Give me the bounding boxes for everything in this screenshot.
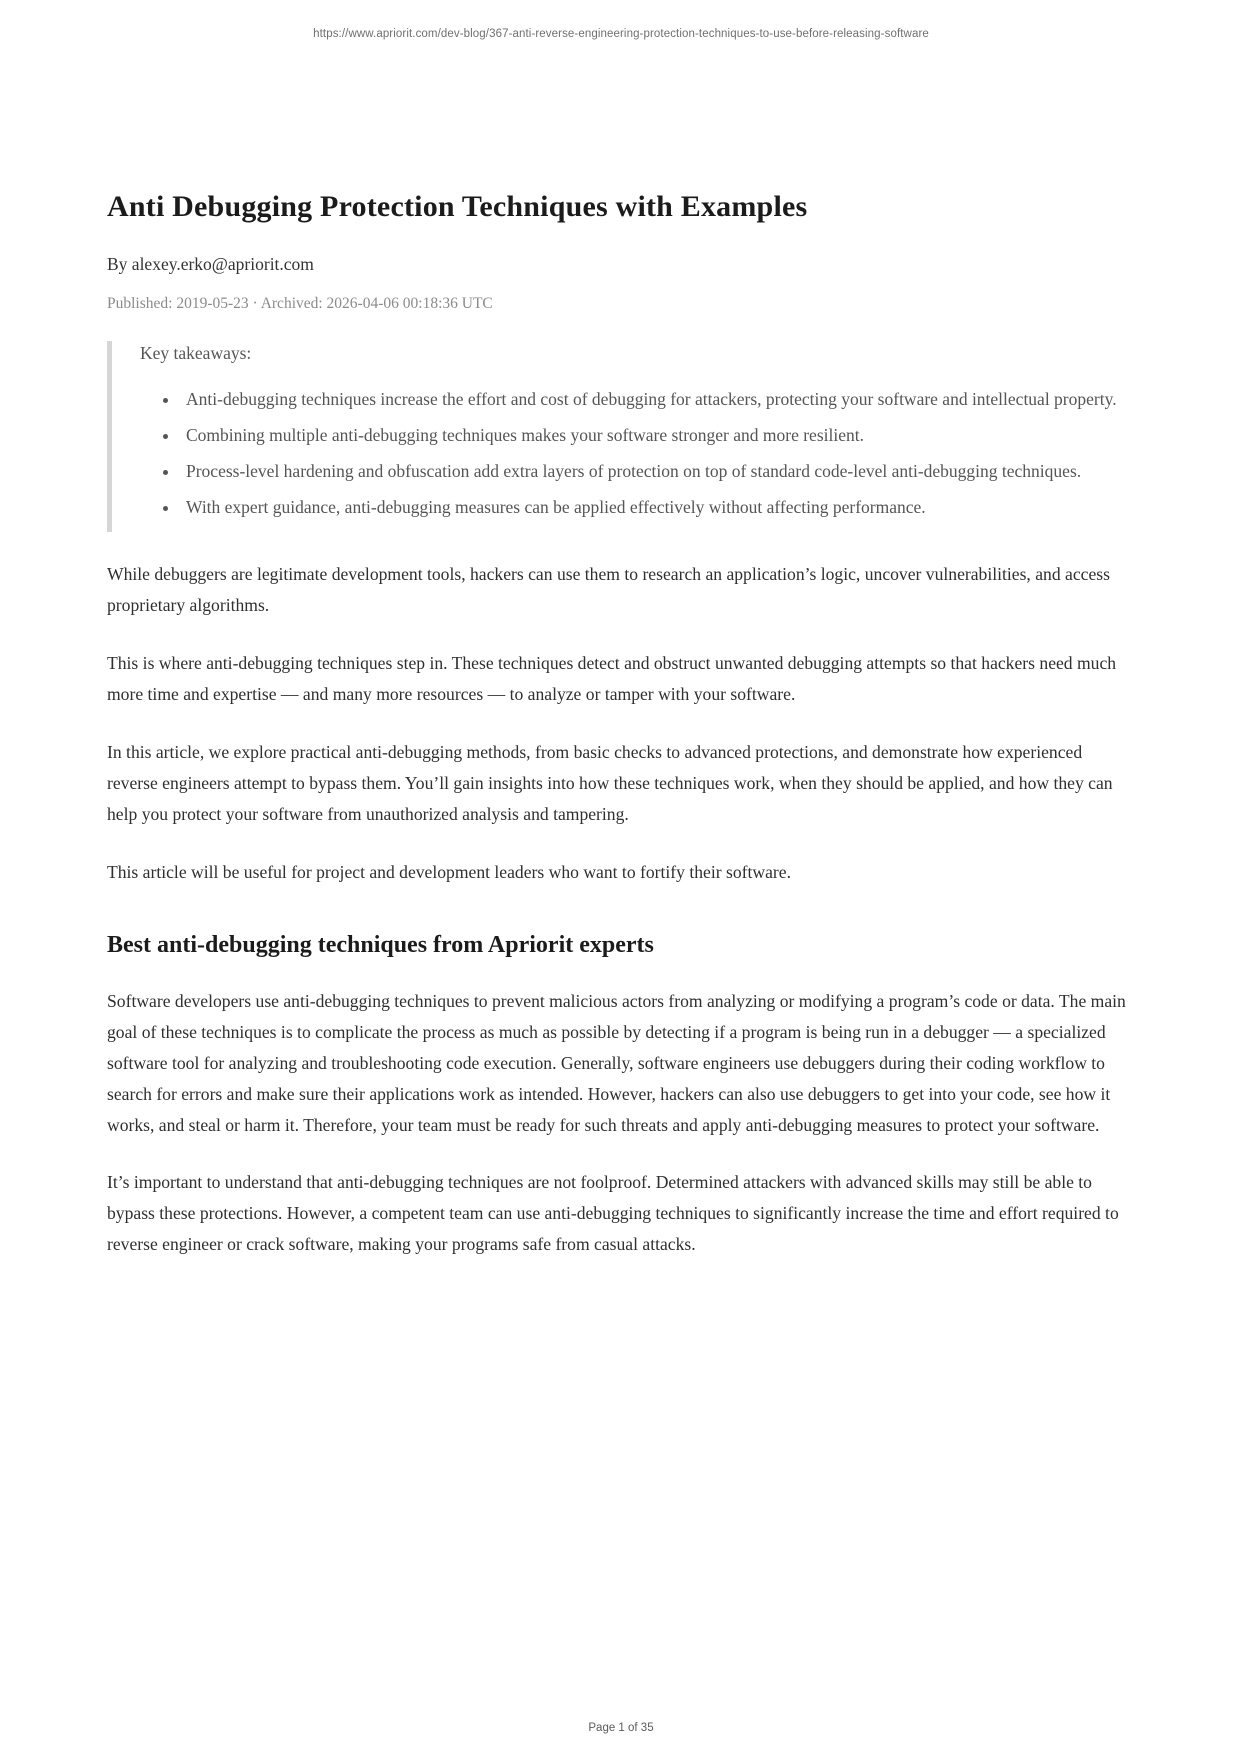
takeaway-item: • With expert guidance, anti-debugging measures can be applied effectively without affecting performance.	[180, 492, 1125, 523]
paragraph: It’s important to understand that anti-debugging techniques are not foolproof. Determined attackers with advanced skills may still be able to bypass these protections. However, a competent team can use anti-debugging techniques to significantly increase the time and effort required to reverse engineer or crack software, making your programs safe from casual attacks.	[107, 1172, 1119, 1255]
paragraph: This is where anti-debugging techniques step in. These techniques detect and obstruct unwanted debugging attempts so that hackers need much more time and expertise — and many more resources — to analyze or tamper with your software.	[107, 652, 1117, 704]
key-takeaways-block	[107, 341, 1135, 533]
takeaway-item: • Combining multiple anti-debugging techniques makes your software stronger and more resilient.	[180, 420, 1125, 451]
takeaway-item: • Process-level hardening and obfuscation add extra layers of protection on top of standard code-level anti-debugging techniques.	[180, 456, 1125, 487]
source-url: https://www.apriorit.com/dev-blog/367-anti-reverse-engineering-protection-techniques-to-use-before-releasing-software	[313, 28, 929, 40]
takeaways-label: Key takeaways:	[140, 342, 252, 363]
page-footer	[0, 1722, 1242, 1734]
paragraph: Software developers use anti-debugging techniques to prevent malicious actors from analyzing or modifying a program’s code or data. The main goal of these techniques is to complicate the process as much as possible by detecting if a program is being run in a debugger — a specialized software tool for analyzing and troubleshooting code execution. Generally, software engineers use debuggers during their coding workflow to search for errors and make sure their applications work as intended. However, hackers can also use debuggers to get into your code, see how it works, and steal or harm it. Therefore, your team must be ready for such threats and apply anti-debugging measures to protect your software.	[107, 990, 1126, 1135]
article-title: Anti Debugging Protection Techniques with Examples	[107, 190, 808, 223]
paragraph: While debuggers are legitimate development tools, hackers can use them to research an application’s logic, uncover vulnerabilities, and access proprietary algorithms.	[107, 564, 1110, 616]
publish-meta: Published: 2019-05-23 · Archived: 2026-04-06 00:18:36 UTC	[107, 294, 493, 312]
article-content	[0, 188, 1242, 1260]
section-heading: Best anti-debugging techniques from Apriorit experts	[107, 931, 654, 958]
takeaways-list	[140, 384, 1125, 524]
paragraph: This article will be useful for project and development leaders who want to fortify their software.	[107, 861, 791, 882]
takeaway-item: • Anti-debugging techniques increase the effort and cost of debugging for attackers, protecting your software and intellectual property.	[180, 384, 1125, 415]
paragraph: In this article, we explore practical anti-debugging methods, from basic checks to advanced protections, and demonstrate how experienced reverse engineers attempt to bypass them. You’ll gain insights into how these techniques work, when they should be applied, and how they can help you protect your software from unauthorized analysis and tampering.	[107, 741, 1113, 824]
byline: By alexey.erko@apriorit.com	[107, 253, 314, 274]
page-header	[0, 0, 1242, 40]
page-number: Page 1 of 35	[588, 1722, 654, 1734]
